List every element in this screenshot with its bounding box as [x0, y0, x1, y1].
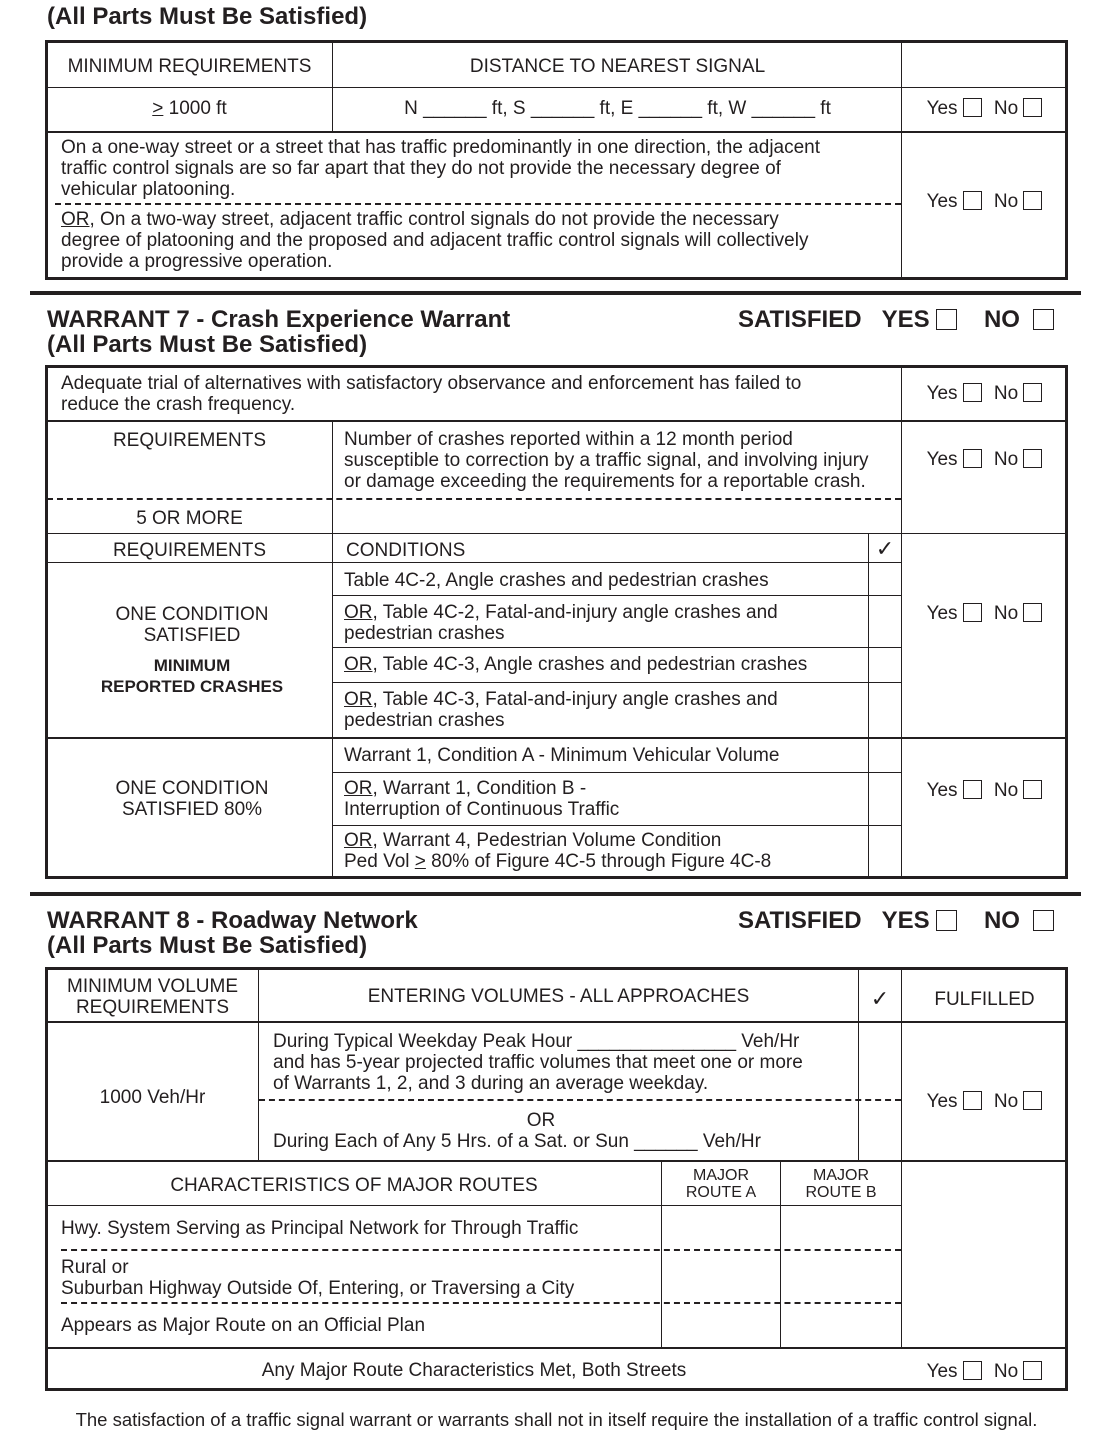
warrant7-no-checkbox[interactable]	[1033, 309, 1054, 330]
no-checkbox[interactable]	[1023, 780, 1042, 799]
one-condition-satisfied-2: SATISFIED	[143, 625, 241, 646]
no-checkbox[interactable]	[1023, 98, 1042, 117]
oneway-text-3: vehicular platooning.	[61, 179, 236, 200]
section-separator	[30, 291, 1081, 295]
condition-fatal-4c2-2: pedestrian crashes	[344, 623, 505, 644]
col-distance-signal: DISTANCE TO NEAREST SIGNAL	[469, 56, 766, 77]
characteristics-header: CHARACTERISTICS OF MAJOR ROUTES	[170, 1175, 538, 1196]
warrant8-no-checkbox[interactable]	[1033, 910, 1054, 931]
req-1000ft: > 1000 ft	[152, 98, 227, 119]
yes-checkbox[interactable]	[963, 383, 982, 402]
hwy-system-text: Hwy. System Serving as Principal Network for Through Traffic	[61, 1218, 579, 1239]
dashed-divider	[47, 498, 901, 500]
major-route-b-2: ROUTE B	[805, 1184, 877, 1201]
col-min-requirements: MINIMUM REQUIREMENTS	[67, 56, 312, 77]
yes-no-platooning: Yes No	[903, 191, 1066, 212]
dashed-divider	[55, 203, 901, 205]
condition-angle-4c2: Table 4C-2, Angle crashes and pedestrian crashes	[344, 570, 769, 591]
divider	[333, 825, 901, 826]
peak-hour-text-2: and has 5-year projected traffic volumes that meet one or more	[273, 1052, 803, 1073]
no-checkbox[interactable]	[1023, 1361, 1042, 1380]
twoway-text-1: OR, On a two-way street, adjacent traffic control signals do not provide the necessary	[61, 209, 779, 230]
min-volume-requirements-2: REQUIREMENTS	[75, 997, 230, 1018]
or-label: OR	[526, 1110, 556, 1131]
crash-text-2: susceptible to correction by a traffic signal, and involving injury	[344, 450, 869, 471]
footer-note: The satisfaction of a traffic signal warrant or warrants shall not in itself require the installation of a traffic control signal.	[75, 1409, 1038, 1430]
yes-checkbox[interactable]	[963, 1361, 982, 1380]
divider	[901, 367, 902, 877]
rural-text-2: Suburban Highway Outside Of, Entering, or Traversing a City	[61, 1278, 575, 1299]
divider	[47, 1021, 1066, 1023]
condition-fatal-4c3-2: pedestrian crashes	[344, 710, 505, 731]
one-condition-80: ONE CONDITION	[115, 778, 269, 799]
major-route-a-2: ROUTE A	[685, 1184, 757, 1201]
divider	[47, 87, 1066, 88]
dashed-divider	[259, 1099, 901, 1101]
distance-fields: N ______ ft, S ______ ft, E ______ ft, W ______ ft	[404, 98, 831, 119]
condition-angle-4c3: OR, Table 4C-3, Angle crashes and pedestrian crashes	[344, 654, 808, 675]
no-checkbox[interactable]	[1023, 449, 1042, 468]
crash-text-3: or damage exceeding the requirements for a reportable crash.	[344, 471, 866, 492]
trial-text-2: reduce the crash frequency.	[61, 394, 296, 415]
major-route-a: MAJOR	[693, 1167, 749, 1184]
warrant8-satisfied: SATISFIED YES NO	[738, 908, 1054, 934]
volume-1000: 1000 Veh/Hr	[99, 1087, 206, 1108]
yes-checkbox[interactable]	[963, 449, 982, 468]
sat-sun-text: During Each of Any 5 Hrs. of a Sat. or Sun ______ Veh/Hr	[273, 1131, 761, 1152]
no-checkbox[interactable]	[1023, 1091, 1042, 1110]
divider	[47, 131, 1066, 133]
warrant7-satisfied: SATISFIED YES NO	[738, 307, 1054, 333]
oneway-text-1: On a one-way street or a street that has traffic predominantly in one direction, the adjacent	[61, 137, 821, 158]
warrant1-condition-b-2: Interruption of Continuous Traffic	[344, 799, 620, 820]
divider	[333, 647, 901, 648]
minimum-reported: MINIMUM	[153, 656, 231, 675]
warrant7-yes-checkbox[interactable]	[936, 309, 957, 330]
entering-volumes-header: ENTERING VOLUMES - ALL APPROACHES	[367, 986, 750, 1007]
one-condition-80-2: SATISFIED 80%	[121, 799, 263, 820]
warrant8-subtitle: (All Parts Must Be Satisfied)	[47, 932, 368, 959]
yes-checkbox[interactable]	[963, 780, 982, 799]
condition-fatal-4c2: OR, Table 4C-2, Fatal-and-injury angle crashes and	[344, 602, 778, 623]
official-plan-text: Appears as Major Route on an Official Plan	[61, 1315, 426, 1336]
twoway-text-3: provide a progressive operation.	[61, 251, 333, 272]
yes-no-80: Yes No	[903, 780, 1066, 801]
any-major-route-text: Any Major Route Characteristics Met, Both Streets	[261, 1360, 687, 1381]
yes-no-major-route: Yes No	[903, 1361, 1066, 1382]
yes-checkbox[interactable]	[963, 98, 982, 117]
peak-hour-text-3: of Warrants 1, 2, and 3 during an average weekday.	[273, 1073, 709, 1094]
check-column-icon: ✓	[875, 536, 895, 561]
warrant1-condition-b: OR, Warrant 1, Condition B -	[344, 778, 587, 799]
major-route-b: MAJOR	[813, 1167, 869, 1184]
warrant8-yes-checkbox[interactable]	[936, 910, 957, 931]
warrant1-condition-a: Warrant 1, Condition A - Minimum Vehicular Volume	[344, 745, 780, 766]
divider	[333, 772, 901, 773]
divider	[901, 969, 902, 1349]
yes-no-trial: Yes No	[903, 383, 1066, 404]
section-separator	[30, 892, 1081, 896]
warrant7-subtitle: (All Parts Must Be Satisfied)	[47, 331, 368, 358]
yes-checkbox[interactable]	[963, 191, 982, 210]
yes-checkbox[interactable]	[963, 603, 982, 622]
minimum-reported-2: REPORTED CRASHES	[100, 677, 284, 696]
dashed-divider	[61, 1249, 901, 1251]
divider	[47, 533, 1066, 534]
min-volume-requirements: MINIMUM VOLUME	[67, 976, 238, 997]
yes-checkbox[interactable]	[963, 1091, 982, 1110]
divider	[47, 1205, 901, 1206]
oneway-text-2: traffic control signals are so far apart that they do not provide the necessary degree of	[61, 158, 781, 179]
warrant4-ped-volume-2: Ped Vol > 80% of Figure 4C-5 through Figure 4C-8	[344, 851, 772, 872]
no-checkbox[interactable]	[1023, 383, 1042, 402]
trial-text-1: Adequate trial of alternatives with satisfactory observance and enforcement has failed to	[61, 373, 802, 394]
check-column-icon: ✓	[870, 986, 890, 1011]
divider	[47, 562, 901, 563]
cut-heading: (All Parts Must Be Satisfied)	[47, 3, 368, 30]
yes-no-crashes: Yes No	[903, 449, 1066, 470]
no-checkbox[interactable]	[1023, 603, 1042, 622]
conditions-header: CONDITIONS	[346, 540, 466, 561]
rural-text-1: Rural or	[61, 1257, 129, 1278]
divider	[333, 595, 901, 596]
warrant7-title: WARRANT 7 - Crash Experience Warrant	[47, 306, 511, 333]
yes-no-reported-crashes: Yes No	[903, 603, 1066, 624]
one-condition-satisfied: ONE CONDITION	[115, 604, 269, 625]
divider	[901, 42, 902, 278]
crash-text-1: Number of crashes reported within a 12 month period	[344, 429, 793, 450]
warrant8-title: WARRANT 8 - Roadway Network	[47, 907, 418, 934]
divider	[47, 1347, 1066, 1349]
no-checkbox[interactable]	[1023, 191, 1042, 210]
yes-no-distance: Yes No	[903, 98, 1066, 119]
divider	[47, 737, 1066, 739]
peak-hour-text-1: During Typical Weekday Peak Hour _______________ Veh/Hr	[273, 1031, 800, 1052]
divider	[47, 420, 1066, 422]
requirements-label: REQUIREMENTS	[112, 430, 267, 451]
fulfilled-header: FULFILLED	[934, 989, 1035, 1010]
five-or-more: 5 OR MORE	[136, 508, 243, 529]
dashed-divider	[61, 1302, 901, 1304]
twoway-text-2: degree of platooning and the proposed and adjacent traffic control signals will collectively	[61, 230, 809, 251]
warrant4-ped-volume: OR, Warrant 4, Pedestrian Volume Condition	[344, 830, 722, 851]
divider	[47, 1160, 1066, 1162]
condition-fatal-4c3: OR, Table 4C-3, Fatal-and-injury angle crashes and	[344, 689, 778, 710]
yes-no-volume: Yes No	[903, 1091, 1066, 1112]
divider	[333, 682, 901, 683]
requirements-label: REQUIREMENTS	[112, 540, 267, 561]
